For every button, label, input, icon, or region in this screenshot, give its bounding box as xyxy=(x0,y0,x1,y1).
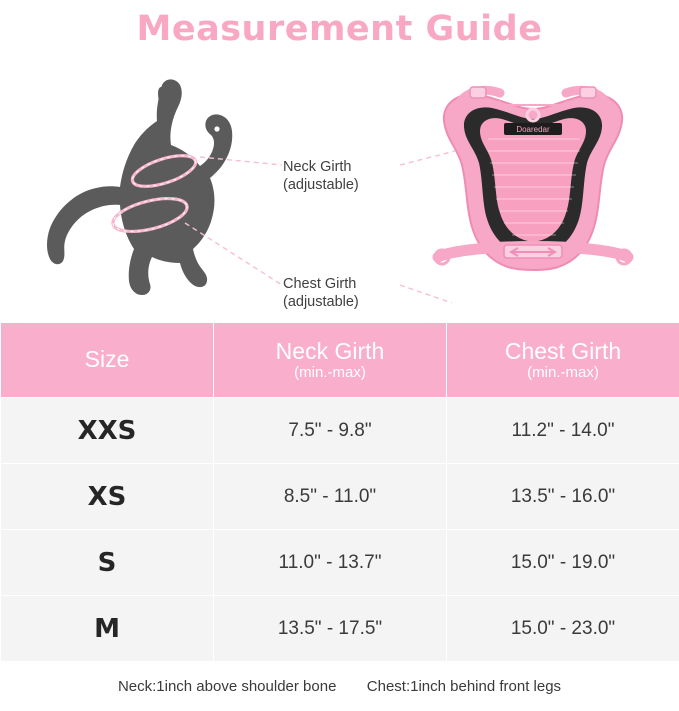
cell-size: XXS xyxy=(1,398,214,464)
table-row xyxy=(1,464,679,530)
chest-girth-callout-line2: (adjustable) xyxy=(283,293,359,310)
footer-neck-note: Neck:1inch above shoulder bone xyxy=(117,678,337,695)
header-size xyxy=(1,323,214,398)
cell-chest: 15.0" - 19.0" xyxy=(447,530,679,596)
header-chest-girth xyxy=(447,323,679,398)
cell-size: S xyxy=(1,530,214,596)
footer-notes xyxy=(0,678,679,695)
cell-size: XS xyxy=(1,464,214,530)
cell-neck: 11.0" - 13.7" xyxy=(214,530,447,596)
chest-girth-callout xyxy=(283,275,359,311)
header-neck-girth xyxy=(214,323,447,398)
size-chart-table xyxy=(0,322,679,662)
cell-neck: 7.5" - 9.8" xyxy=(214,398,447,464)
header-neck-girth-sub: (min.-max) xyxy=(294,363,366,381)
table-header-row xyxy=(1,323,679,398)
cell-neck: 8.5" - 11.0" xyxy=(214,464,447,530)
header-chest-girth-sub: (min.-max) xyxy=(527,363,599,381)
harness-illustration-svg xyxy=(408,61,658,306)
table-row xyxy=(1,596,679,662)
table-row xyxy=(1,398,679,464)
cell-chest: 11.2" - 14.0" xyxy=(447,398,679,464)
cell-chest: 13.5" - 16.0" xyxy=(447,464,679,530)
cell-neck: 13.5" - 17.5" xyxy=(214,596,447,662)
footer-chest-note: Chest:1inch behind front legs xyxy=(366,678,562,695)
header-size-main: Size xyxy=(84,346,130,373)
neck-girth-callout xyxy=(283,158,359,194)
cell-size: M xyxy=(1,596,214,662)
neck-girth-callout-line1: Neck Girth xyxy=(283,158,352,175)
cat-silhouette-figure xyxy=(30,63,280,303)
brand-label-text: Doaredar xyxy=(516,124,550,134)
illustration-area xyxy=(0,53,679,310)
page-title: Measurement Guide xyxy=(136,9,543,49)
neck-girth-callout-line2: (adjustable) xyxy=(283,176,359,193)
cat-illustration-svg xyxy=(30,63,280,303)
table-row xyxy=(1,530,679,596)
cell-chest: 15.0" - 23.0" xyxy=(447,596,679,662)
chest-girth-callout-line1: Chest Girth xyxy=(283,275,357,292)
harness-product-figure xyxy=(408,61,658,306)
callout-labels xyxy=(283,53,413,310)
header-neck-girth-main: Neck Girth xyxy=(275,337,385,364)
header-chest-girth-main: Chest Girth xyxy=(504,337,622,364)
cat-eye xyxy=(214,126,219,131)
